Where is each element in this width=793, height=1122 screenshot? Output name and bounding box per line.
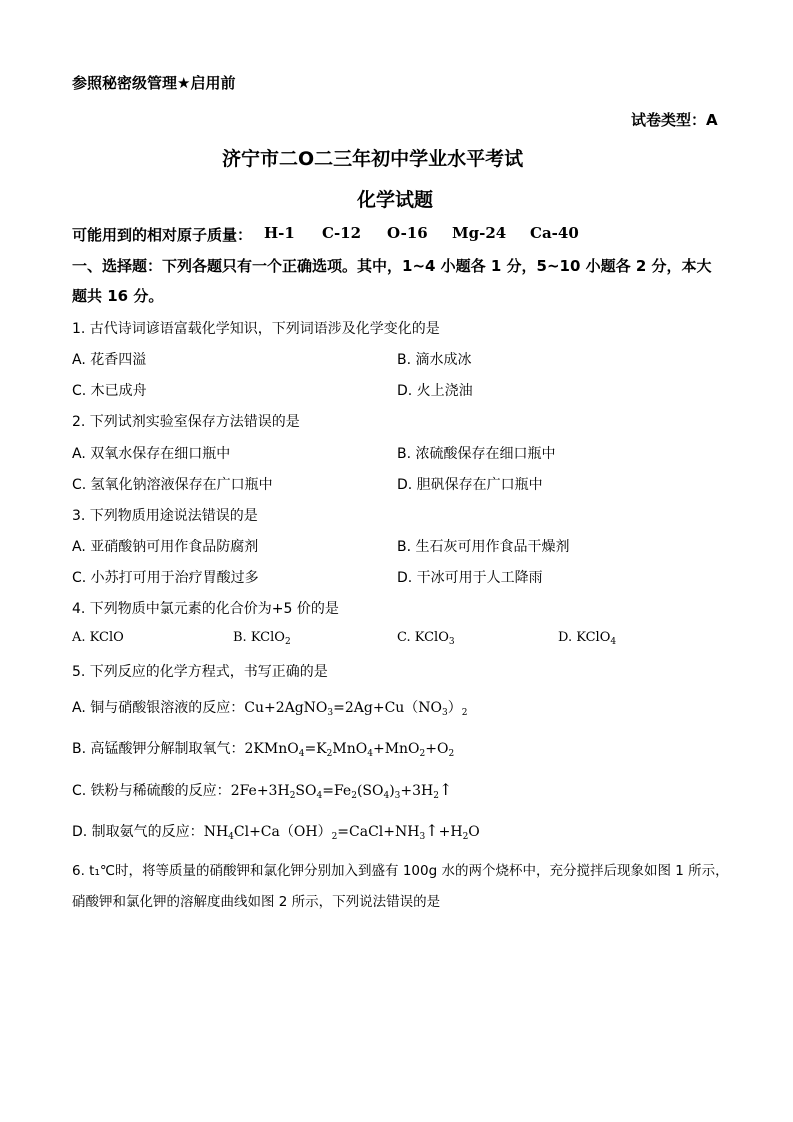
q4-option-c: C. KClO$_3$ [397,630,455,647]
atomic-mass-h: H-1 [264,224,295,242]
q5-option-b: B. 高锰酸钾分解制取氧气：$2KMnO_4=K_2MnO_4+MnO_2+O_2$ [72,741,455,759]
section-instructions-line2: 题共 16 分。 [72,287,164,305]
q3-option-b: B. 生石灰可用作食品干燥剂 [397,539,570,555]
confidential-label: 参照秘密级管理★启用前 [72,74,236,92]
q1-option-a: A. 花香四溢 [72,352,147,368]
paper-type: 试卷类型：A [631,111,718,129]
q3-option-c: C. 小苏打可用于治疗胃酸过多 [72,570,259,586]
atomic-mass-c: C-12 [322,224,362,242]
q2-option-d: D. 胆矾保存在广口瓶中 [397,477,543,493]
section-instructions-line1: 一、选择题：下列各题只有一个正确选项。其中，1~4 小题各 1 分，5~10 小题各 2 分，本大 [72,257,712,275]
q5-option-c: C. 铁粉与稀硫酸的反应：$2Fe+3H_2SO_4=Fe_2(SO_4)_3+3H_2↑$ [72,780,453,801]
q1-option-c: C. 木已成舟 [72,383,147,399]
question-6-stem-line1: 6. t₁℃时，将等质量的硝酸钾和氯化钾分别加入到盛有 100g 水的两个烧杯中，充分搅拌后现象如图 1 所示， [72,863,729,879]
equation-d: $NH_4Cl+Ca(OH)_2=CaCl+NH_3↑+H_2O$ [203,821,480,842]
q2-option-c: C. 氢氧化钠溶液保存在广口瓶中 [72,477,273,493]
q1-option-b: B. 滴水成冰 [397,352,472,368]
atomic-mass-mg: Mg-24 [452,224,507,242]
equation-b: $2KMnO_4=K_2MnO_4+MnO_2+O_2$ [244,741,455,759]
atomic-mass-ca: Ca-40 [530,224,579,242]
atomic-mass-label: 可能用到的相对原子质量： [72,226,253,244]
q5-option-d: D. 制取氨气的反应：$NH_4Cl+Ca(OH)_2=CaCl+NH_3↑+H_2O$ [72,821,480,842]
atomic-mass-o: O-16 [387,224,428,242]
q2-option-b: B. 浓硫酸保存在细口瓶中 [397,446,556,462]
q4-option-d: D. KClO$_4$ [558,630,617,647]
exam-title: 济宁市二O二三年初中学业水平考试 [222,148,524,170]
equation-a: $Cu+2AgNO_3=2Ag+Cu(NO_3)_2$ [244,700,468,718]
q3-option-d: D. 干冰可用于人工降雨 [397,570,543,586]
q2-option-a: A. 双氧水保存在细口瓶中 [72,446,231,462]
question-1-stem: 1. 古代诗词谚语富载化学知识，下列词语涉及化学变化的是 [72,321,440,337]
question-3-stem: 3. 下列物质用途说法错误的是 [72,508,258,524]
subject-title: 化学试题 [357,189,434,211]
q4-option-b: B. KClO$_2$ [233,630,291,647]
q5-option-a: A. 铜与硝酸银溶液的反应：$Cu+2AgNO_3=2Ag+Cu(NO_3)_2$ [72,700,468,718]
question-6-stem-line2: 硝酸钾和氯化钾的溶解度曲线如图 2 所示，下列说法错误的是 [72,894,441,910]
q1-option-d: D. 火上浇油 [397,383,473,399]
gas-arrow-icon: ↑ [439,780,453,799]
q3-option-a: A. 亚硝酸钠可用作食品防腐剂 [72,539,259,555]
equation-c: $2Fe+3H_2SO_4=Fe_2(SO_4)_3+3H_2↑$ [230,780,453,801]
question-4-stem: 4. 下列物质中氯元素的化合价为+5 价的是 [72,601,339,617]
question-2-stem: 2. 下列试剂实验室保存方法错误的是 [72,414,300,430]
question-5-stem: 5. 下列反应的化学方程式，书写正确的是 [72,664,328,680]
q4-option-a: A. KClO [72,630,124,645]
gas-arrow-icon: ↑ [425,821,439,840]
